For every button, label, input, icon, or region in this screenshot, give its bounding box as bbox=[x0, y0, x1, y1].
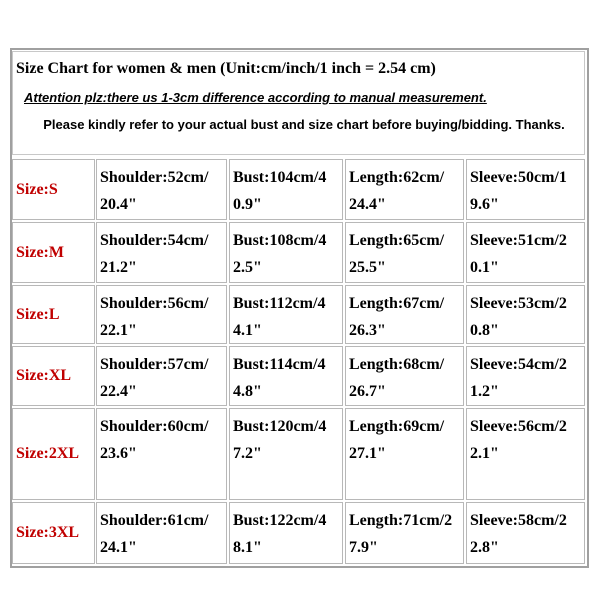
size-label: Size:2XL bbox=[12, 408, 95, 500]
size-label: Size:L bbox=[12, 285, 95, 344]
bust-cell: Bust:114cm/4 4.8" bbox=[229, 346, 343, 406]
shoulder-cell: Shoulder:61cm/ 24.1" bbox=[96, 502, 227, 564]
shoulder-cell: Shoulder:60cm/ 23.6" bbox=[96, 408, 227, 500]
bust-cell: Bust:122cm/4 8.1" bbox=[229, 502, 343, 564]
shoulder-cell: Shoulder:57cm/ 22.4" bbox=[96, 346, 227, 406]
length-cell: Length:62cm/ 24.4" bbox=[345, 159, 464, 220]
sleeve-cell: Sleeve:56cm/2 2.1" bbox=[466, 408, 585, 500]
bust-cell: Bust:120cm/4 7.2" bbox=[229, 408, 343, 500]
sleeve-cell: Sleeve:50cm/1 9.6" bbox=[466, 159, 585, 220]
shoulder-cell: Shoulder:56cm/ 22.1" bbox=[96, 285, 227, 344]
sleeve-cell: Sleeve:53cm/2 0.8" bbox=[466, 285, 585, 344]
sleeve-cell: Sleeve:54cm/2 1.2" bbox=[466, 346, 585, 406]
size-label: Size:3XL bbox=[12, 502, 95, 564]
size-label: Size:S bbox=[12, 159, 95, 220]
bust-cell: Bust:112cm/4 4.1" bbox=[229, 285, 343, 344]
sleeve-cell: Sleeve:58cm/2 2.8" bbox=[466, 502, 585, 564]
notice-text: Please kindly refer to your actual bust and size chart before buying/bidding. Thanks. bbox=[43, 117, 565, 132]
bust-cell: Bust:108cm/4 2.5" bbox=[229, 222, 343, 283]
shoulder-cell: Shoulder:52cm/ 20.4" bbox=[96, 159, 227, 220]
size-label: Size:M bbox=[12, 222, 95, 283]
sleeve-cell: Sleeve:51cm/2 0.1" bbox=[466, 222, 585, 283]
length-cell: Length:68cm/ 26.7" bbox=[345, 346, 464, 406]
shoulder-cell: Shoulder:54cm/ 21.2" bbox=[96, 222, 227, 283]
length-cell: Length:67cm/ 26.3" bbox=[345, 285, 464, 344]
length-cell: Length:65cm/ 25.5" bbox=[345, 222, 464, 283]
chart-title: Size Chart for women & men (Unit:cm/inch/1 inch = 2.54 cm) bbox=[16, 60, 436, 77]
bust-cell: Bust:104cm/4 0.9" bbox=[229, 159, 343, 220]
length-cell: Length:69cm/ 27.1" bbox=[345, 408, 464, 500]
attention-note: Attention plz:there us 1-3cm difference according to manual measurement. bbox=[24, 90, 487, 105]
size-label: Size:XL bbox=[12, 346, 95, 406]
length-cell: Length:71cm/2 7.9" bbox=[345, 502, 464, 564]
